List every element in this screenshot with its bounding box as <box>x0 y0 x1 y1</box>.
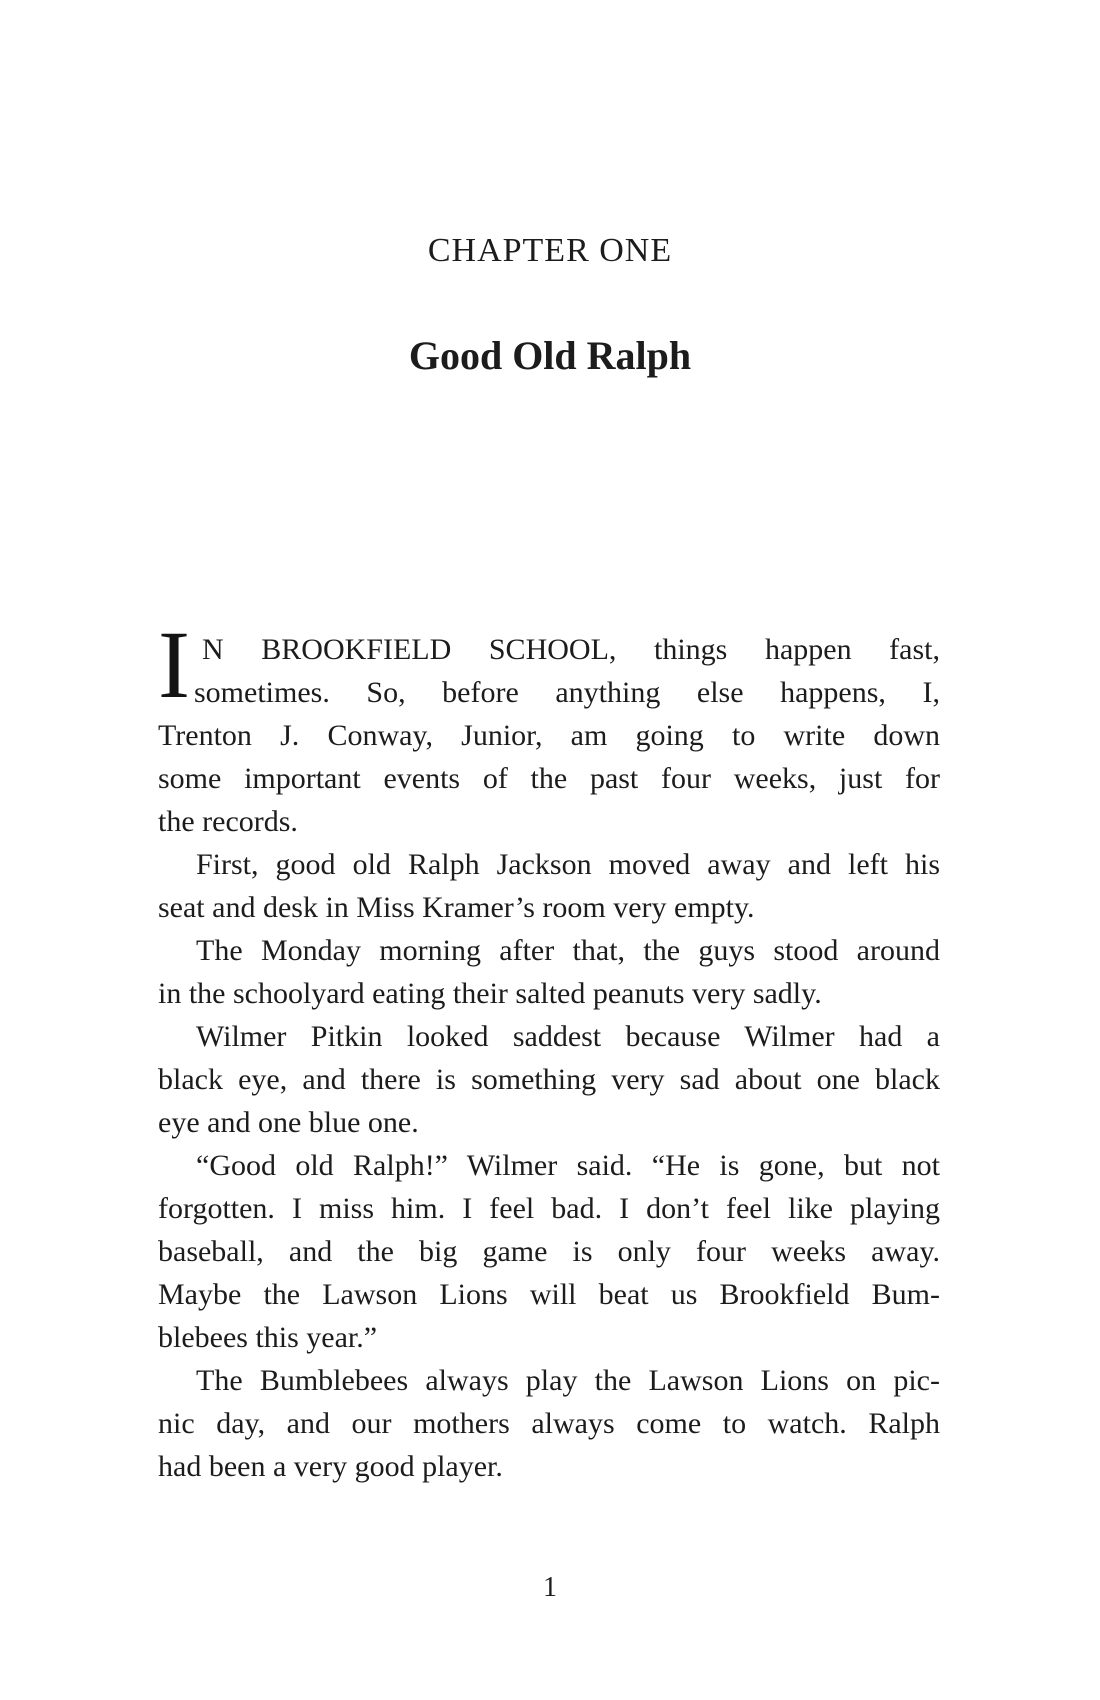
drop-cap: I <box>158 611 190 718</box>
text-line: some important events of the past four weeks, just for <box>158 762 940 795</box>
text-line: N BROOKFIELD SCHOOL, things happen fast, <box>202 633 940 666</box>
paragraph <box>158 1359 940 1488</box>
text-line: seat and desk in Miss Kramer’s room very empty. <box>158 891 755 924</box>
paragraph <box>158 843 940 929</box>
text-line: black eye, and there is something very sad about one black <box>158 1063 940 1096</box>
text-line: blebees this year.” <box>158 1321 378 1354</box>
text-line: Trenton J. Conway, Junior, am going to write down <box>158 719 940 752</box>
text-line: forgotten. I miss him. I feel bad. I don’t feel like playing <box>158 1192 940 1225</box>
text-line: had been a very good player. <box>158 1450 503 1483</box>
text-line: nic day, and our mothers always come to watch. Ralph <box>158 1407 940 1440</box>
text-line: eye and one blue one. <box>158 1106 419 1139</box>
paragraph <box>158 611 940 843</box>
chapter-label: CHAPTER ONE <box>427 232 673 269</box>
body-text <box>158 611 940 1488</box>
text-line: baseball, and the big game is only four weeks away. <box>158 1235 940 1268</box>
chapter-title: Good Old Ralph <box>408 333 692 378</box>
text-line: “Good old Ralph!” Wilmer said. “He is gone, but not <box>196 1149 940 1182</box>
text-line: The Monday morning after that, the guys stood around <box>196 934 940 967</box>
paragraph <box>158 1015 940 1144</box>
text-line: First, good old Ralph Jackson moved away and left his <box>196 848 940 881</box>
text-line: sometimes. So, before anything else happens, I, <box>194 676 940 709</box>
text-line: The Bumblebees always play the Lawson Lions on pic- <box>196 1364 940 1397</box>
paragraph <box>158 929 940 1015</box>
paragraph <box>158 1144 940 1359</box>
text-line: in the schoolyard eating their salted peanuts very sadly. <box>158 977 822 1010</box>
text-line: Wilmer Pitkin looked saddest because Wilmer had a <box>196 1020 940 1053</box>
text-line: the records. <box>158 805 298 838</box>
text-line: Maybe the Lawson Lions will beat us Brookfield Bum- <box>158 1278 940 1311</box>
page-number: 1 <box>543 1572 557 1603</box>
